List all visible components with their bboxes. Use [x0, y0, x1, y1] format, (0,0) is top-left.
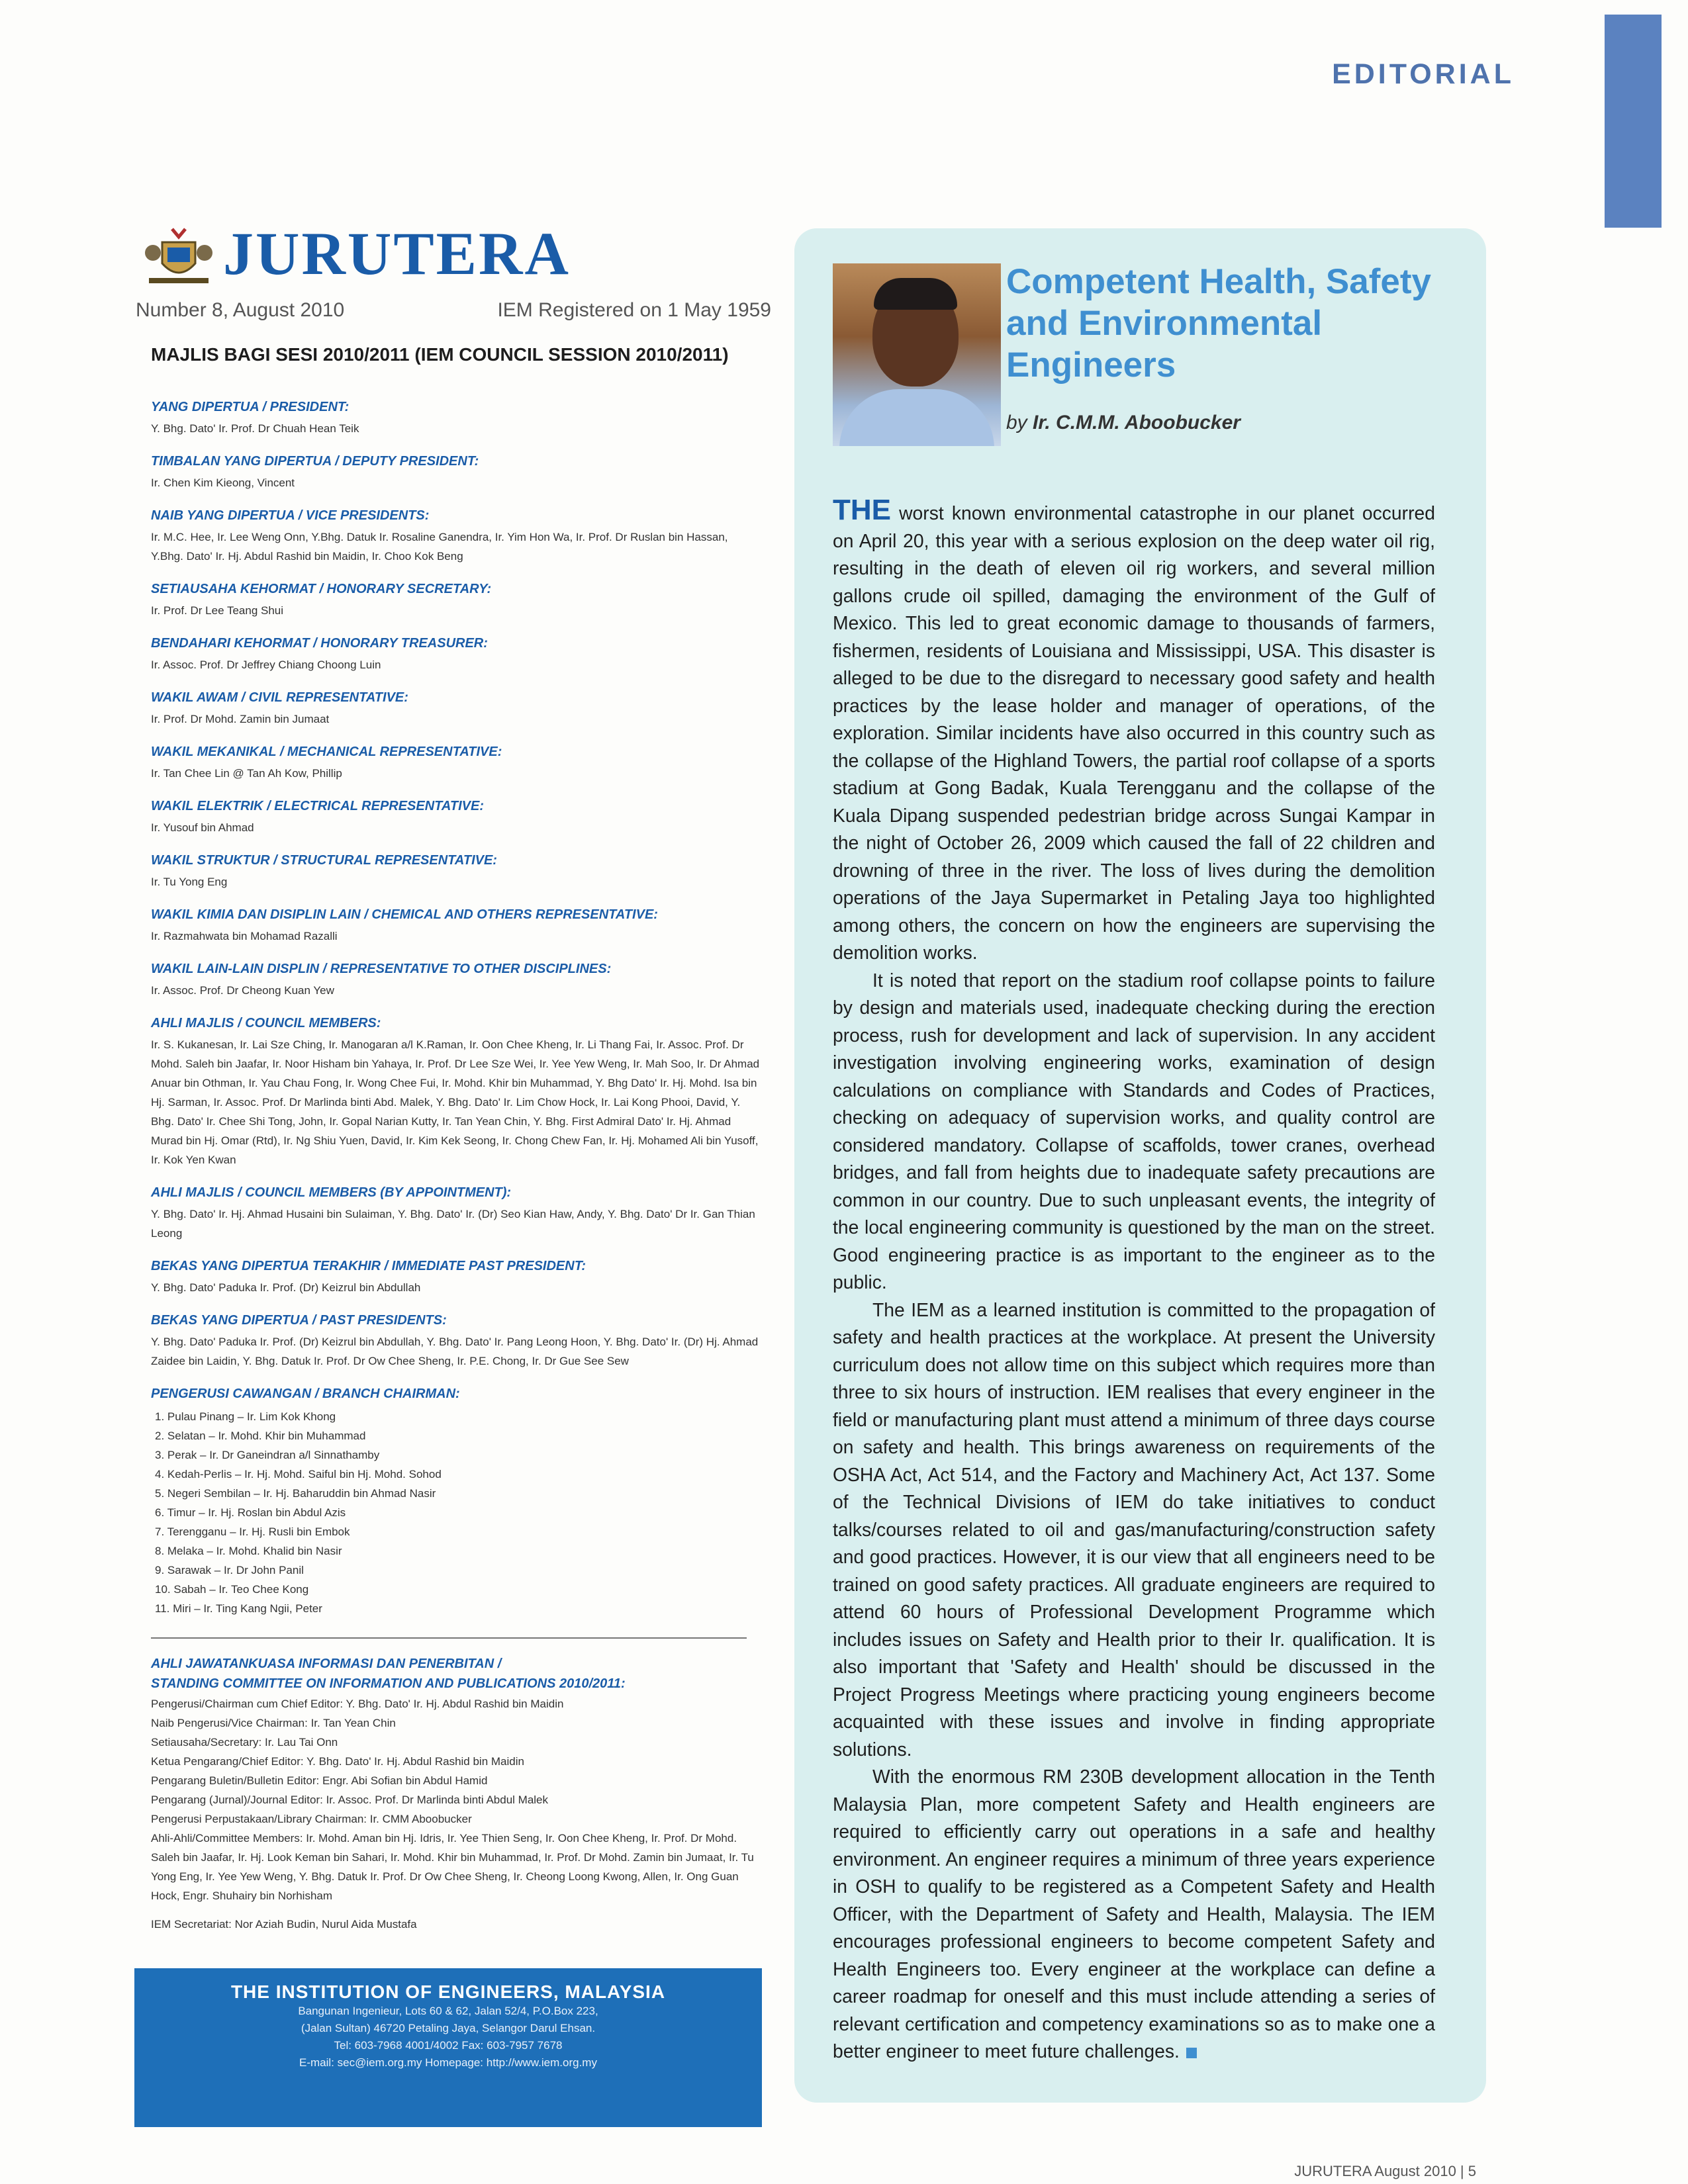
council-role: [151, 1313, 760, 1371]
issue-number: Number 8, August 2010: [136, 299, 345, 321]
role-names: Ir. Razmahwata bin Mohamad Razalli: [151, 930, 338, 942]
committee-line: Ahli-Ahli/Committee Members: Ir. Mohd. Aman bin Hj. Idris, Ir. Yee Thien Seng, Ir. Oon Chee Kheng, Ir. Prof. Dr Mohd. Saleh bin Jaafar, Ir. Hj. Look Keman bin Sahari, Ir. Mohd. Khir bin Muhammad, Ir. Prof. Dr Mohd. Zamin bin Jumaat, Ir. Tu Yong Eng, Ir. Yee Yew Weng, Y. Bhg. Datuk Ir. Prof. Dr Ow Chee Sheng, Ir. Cheong Loong Kwong, Allen, Ir. Ong Guan Hock, Engr. Shuhairy bin Norhisham: [151, 1832, 754, 1902]
committee-line: Naib Pengerusi/Vice Chairman: Ir. Tan Yean Chin: [151, 1717, 396, 1729]
folio: JURUTERA August 2010 | 5: [1294, 2163, 1476, 2179]
section-tab-strip: [1605, 15, 1662, 228]
branch-list: [151, 1407, 760, 1618]
role-title: WAKIL ELEKTRIK / ELECTRICAL REPRESENTATIVE:: [151, 799, 484, 813]
role-title: AHLI MAJLIS / COUNCIL MEMBERS:: [151, 1016, 381, 1030]
role-names: Ir. M.C. Hee, Ir. Lee Weng Onn, Y.Bhg. Datuk Ir. Rosaline Ganendra, Ir. Yim Hon Wa, Ir. Prof. Dr Ruslan bin Hassan, Y.Bhg. Dato' Ir. Hj. Abdul Rashid bin Maidin, Ir. Choo Kok Beng: [151, 531, 728, 563]
publications-committee: [151, 1655, 760, 1934]
role-names: Y. Bhg. Dato' Ir. Prof. Dr Chuah Hean Teik: [151, 422, 359, 435]
role-names: Y. Bhg. Dato' Paduka Ir. Prof. (Dr) Keizrul bin Abdullah, Y. Bhg. Dato' Ir. Pang Leong Hoon, Y. Bhg. Dato' Ir. (Dr) Hj. Ahmad Zaidee bin Laidin, Y. Bhg. Datuk Ir. Prof. Dr Ow Chee Sheng, Ir. P.E. Chong, Ir. Dr Gue See Sew: [151, 1336, 759, 1367]
role-names: Y. Bhg. Dato' Paduka Ir. Prof. (Dr) Keizrul bin Abdullah: [151, 1281, 421, 1294]
magazine-title: JURUTERA: [223, 220, 571, 287]
address-line: Bangunan Ingenieur, Lots 60 & 62, Jalan 52/4, P.O.Box 223,: [298, 2005, 598, 2017]
registration-date: IEM Registered on 1 May 1959: [497, 299, 771, 321]
role-title: NAIB YANG DIPERTUA / VICE PRESIDENTS:: [151, 508, 430, 523]
council-role: [151, 508, 760, 566]
council-heading: MAJLIS BAGI SESI 2010/2011 (IEM COUNCIL SESSION 2010/2011): [151, 344, 729, 365]
iem-crest-icon: [142, 222, 215, 286]
committee-title-2: STANDING COMMITTEE ON INFORMATION AND PUBLICATIONS 2010/2011:: [151, 1676, 626, 1691]
council-role: [151, 907, 760, 946]
paragraph: [833, 1763, 1435, 2066]
role-names: Ir. Yusouf bin Ahmad: [151, 821, 254, 834]
role-names: Ir. Assoc. Prof. Dr Jeffrey Chiang Choong Luin: [151, 659, 381, 671]
paragraph-text: worst known environmental catastrophe in our planet occurred on April 20, this year with a serious explosion on the deep water oil rig, resulting in the death of eleven oil rig workers, and several million gallons crude oil spilled, damaging the environment of the Gulf of Mexico. This led to great economic damage to thousands of farmers, fishermen, residents of Louisiana and Mississippi, USA. This disaster is alleged to be due to the disregard to necessary good safety and health practices by the lease holder and manager of operations, of the exploration. Similar incidents have also occurred in this country such as the collapse of the Highland Towers, the partial roof collapse of a sports stadium at Gong Badak, Kuala Terengganu and the collapse of the Kuala Dipang suspended pedestrian bridge across Sungai Kampar in the night of October 26, 2009 which caused the fall of 22 children and drowning of three in the river. The loss of lives during the demolition operations of the Jaya Supermarket in Petaling Jaya too highlighted among others, the concern on how the engineers are supervising the demolition works.: [833, 502, 1435, 963]
role-names: Ir. Chen Kim Kieong, Vincent: [151, 477, 295, 489]
council-role: [151, 454, 760, 492]
role-names: Ir. Tu Yong Eng: [151, 876, 228, 888]
council-role: [151, 1185, 760, 1243]
role-title: TIMBALAN YANG DIPERTUA / DEPUTY PRESIDENT:: [151, 454, 479, 469]
role-names: Y. Bhg. Dato' Ir. Hj. Ahmad Husaini bin Sulaiman, Y. Bhg. Dato' Ir. (Dr) Seo Kian Haw, Andy, Y. Bhg. Dato' Dr Ir. Gan Thian Leong: [151, 1208, 755, 1240]
role-names: Ir. Prof. Dr Mohd. Zamin bin Jumaat: [151, 713, 330, 725]
list-item: 1. Pulau Pinang – Ir. Lim Kok Khong: [155, 1410, 336, 1423]
council-role: [151, 853, 760, 891]
role-title: BEKAS YANG DIPERTUA TERAKHIR / IMMEDIATE PAST PRESIDENT:: [151, 1259, 586, 1273]
council-role: [151, 962, 760, 1000]
byline-prefix: by: [1006, 412, 1027, 433]
institution-name: THE INSTITUTION OF ENGINEERS, MALAYSIA: [230, 1981, 666, 2002]
council-list: [151, 400, 760, 1618]
committee-line: Setiausaha/Secretary: Ir. Lau Tai Onn: [151, 1736, 338, 1749]
role-title: WAKIL KIMIA DAN DISIPLIN LAIN / CHEMICAL AND OTHERS REPRESENTATIVE:: [151, 907, 658, 922]
author-name: Ir. C.M.M. Aboobucker: [1033, 412, 1241, 433]
role-names: Ir. S. Kukanesan, Ir. Lai Sze Ching, Ir. Manogaran a/l K.Raman, Ir. Oon Chee Kheng, Ir. Li Thang Fai, Ir. Assoc. Prof. Dr Mohd. Saleh bin Jaafar, Ir. Noor Hisham bin Yahaya, Ir. Prof. Dr Lee Sze Wei, Ir. Yee Yew Weng, Ir. Mah Soo, Ir. Dr Ahmad Anuar bin Othman, Ir. Yau Chau Fong, Ir. Wong Chee Fui, Ir. Mohd. Khir bin Muhammad, Y. Bhg Dato' Ir. Hj. Mohd. Isa bin Hj. Sarman, Ir. Assoc. Prof. Dr Marlinda binti Abd. Malek, Y. Bhg. Dato' Ir. Lim Chow Hock, Ir. Lai Kong Phooi, David, Y. Bhg. Dato' Ir. Chee Shi Tong, John, Ir. Gopal Narian Kutty, Ir. Tan Yean Chin, Y. Bhg. First Admiral Dato' Ir. Hj. Ahmad Murad bin Hj. Omar (Rtd), Ir. Ng Shiu Yuen, David, Ir. Kim Kek Seong, Ir. Chong Chew Fan, Ir. Hj. Mohamed Ali bin Yusoff, Ir. Kok Yen Kwan: [151, 1038, 760, 1166]
list-item: 5. Negeri Sembilan – Ir. Hj. Baharuddin bin Ahmad Nasir: [155, 1487, 436, 1500]
article-headline: Competent Health, Safety and Environmental Engineers: [1006, 262, 1432, 385]
divider: [151, 1637, 747, 1639]
branch-title: PENGERUSI CAWANGAN / BRANCH CHAIRMAN:: [151, 1387, 460, 1401]
council-role: [151, 690, 760, 729]
role-title: BEKAS YANG DIPERTUA / PAST PRESIDENTS:: [151, 1313, 447, 1328]
paragraph: [833, 496, 1435, 967]
committee-line: Pengerusi/Chairman cum Chief Editor: Y. Bhg. Dato' Ir. Hj. Abdul Rashid bin Maidin: [151, 1698, 564, 1710]
paragraph: It is noted that report on the stadium roof collapse points to failure by design and materials used, inadequate checking during the erection process, rush for development and lack of supervision. In any accident investigation involving engineering works, examination of design calculations on compliance with Standards and Codes of Practices, checking on adequacy of supervision works, and quality control are considered mandatory. Collapse of scaffolds, tower cranes, overhead bridges, and fall from heights due to inadequate safety precautions are common in our country. Due to such unpleasant events, the integrity of the local engineering community is questioned by the man on the street. Good engineering practice is as important to the engineer as to the public.: [833, 969, 1435, 1293]
role-title: AHLI MAJLIS / COUNCIL MEMBERS (BY APPOINTMENT):: [151, 1185, 512, 1200]
paragraph-text: With the enormous RM 230B development allocation in the Tenth Malaysia Plan, more competent Safety and Health engineers are required to efficiently carry out operations in a safe and healthy environment. An engineer requires a minimum of three years experience in OSH to qualify to be registered as a Competent Safety and Health Officer, with the Department of Safety and Health, Malaysia. The IEM encourages professional engineers to become competent Safety and Health Engineers too. Every engineer at the workplace can define a career roadmap for oneself and this must include attending a series of relevant certification and competency examinations so as to make one a better engineer to meet future challenges.: [833, 1766, 1435, 2062]
role-title: YANG DIPERTUA / PRESIDENT:: [151, 400, 350, 414]
role-title: WAKIL AWAM / CIVIL REPRESENTATIVE:: [151, 690, 408, 705]
list-item: 7. Terengganu – Ir. Hj. Rusli bin Embok: [155, 1525, 350, 1538]
paragraph: The IEM as a learned institution is committed to the propagation of safety and health practices at the workplace. At present the University curriculum does not allow time on this subject which requires more than three to six hours of instruction. IEM realises that every engineer in the field or manufacturing plant must attend a minimum of three days course on safety and health. This brings awareness on requirements of the OSHA Act, Act 514, and the Factory and Machinery Act, Act 137. Some of the Technical Divisions of IEM do take initiatives to conduct talks/courses related to oil and gas/manufacturing/construction safety and good practices. However, it is our view that all engineers need to be trained on good safety practices. All graduate engineers are required to attend 60 hours of Professional Development Programme which includes issues on Safety and Health prior to their Ir. qualification. It is also important that 'Safety and Health' should be discussed in the Project Progress Meetings where practicing young engineers become acquainted with these issues and involve in finding appropriate solutions.: [833, 1298, 1435, 1760]
list-item: 2. Selatan – Ir. Mohd. Khir bin Muhammad: [155, 1430, 366, 1442]
drop-word: THE: [833, 494, 891, 526]
council-role: [151, 582, 760, 620]
issue-line: [136, 299, 771, 322]
list-item: 3. Perak – Ir. Dr Ganeindran a/l Sinnathamby: [155, 1449, 380, 1461]
council-role: [151, 636, 760, 674]
phone-line: Tel: 603-7968 4001/4002 Fax: 603-7957 7678: [334, 2039, 563, 2052]
list-item: 8. Melaka – Ir. Mohd. Khalid bin Nasir: [155, 1545, 342, 1557]
council-role: [151, 1016, 760, 1169]
council-role: [151, 745, 760, 783]
council-role: [151, 799, 760, 837]
committee-line: Pengarang Buletin/Bulletin Editor: Engr. Abi Sofian bin Abdul Hamid: [151, 1774, 488, 1787]
role-title: SETIAUSAHA KEHORMAT / HONORARY SECRETARY:: [151, 582, 492, 596]
role-names: Ir. Prof. Dr Lee Teang Shui: [151, 604, 284, 617]
byline: [1006, 412, 1241, 434]
list-item: 6. Timur – Ir. Hj. Roslan bin Abdul Azis: [155, 1506, 346, 1519]
role-title: BENDAHARI KEHORMAT / HONORARY TREASURER:: [151, 636, 488, 651]
section-label: EDITORIAL: [1332, 58, 1515, 90]
committee-title-1: AHLI JAWATANKUASA INFORMASI DAN PENERBITAN /: [151, 1657, 502, 1671]
role-names: Ir. Assoc. Prof. Dr Cheong Kuan Yew: [151, 984, 334, 997]
committee-line: Pengerusi Perpustakaan/Library Chairman: Ir. CMM Aboobucker: [151, 1813, 472, 1825]
committee-line: Ketua Pengarang/Chief Editor: Y. Bhg. Dato' Ir. Hj. Abdul Rashid bin Maidin: [151, 1755, 524, 1768]
role-names: Ir. Tan Chee Lin @ Tan Ah Kow, Phillip: [151, 767, 342, 780]
author-photo: [833, 263, 1001, 446]
photo-hair: [874, 278, 957, 310]
committee-line: Pengarang (Jurnal)/Journal Editor: Ir. Assoc. Prof. Dr Marlinda binti Abdul Malek: [151, 1794, 549, 1806]
end-mark-icon: [1186, 2048, 1197, 2058]
list-item: 9. Sarawak – Ir. Dr John Panil: [155, 1564, 304, 1576]
role-title: WAKIL STRUKTUR / STRUCTURAL REPRESENTATIVE:: [151, 853, 497, 868]
secretariat: IEM Secretariat: Nor Aziah Budin, Nurul Aida Mustafa: [151, 1918, 417, 1931]
role-title: WAKIL MEKANIKAL / MECHANICAL REPRESENTATIVE:: [151, 745, 502, 759]
web-line: E-mail: sec@iem.org.my Homepage: http://www.iem.org.my: [299, 2056, 597, 2069]
role-title: WAKIL LAIN-LAIN DISPLIN / REPRESENTATIVE TO OTHER DISCIPLINES:: [151, 962, 612, 976]
council-role: [151, 1259, 760, 1297]
council-role: [151, 400, 760, 438]
article-body: [833, 496, 1435, 2066]
list-item: 4. Kedah-Perlis – Ir. Hj. Mohd. Saiful bin Hj. Mohd. Sohod: [155, 1468, 442, 1480]
photo-shirt: [839, 389, 994, 446]
list-item: 11. Miri – Ir. Ting Kang Ngii, Peter: [155, 1602, 322, 1615]
iem-contact-box: [134, 1968, 762, 2127]
list-item: 10. Sabah – Ir. Teo Chee Kong: [155, 1583, 309, 1596]
address-line: (Jalan Sultan) 46720 Petaling Jaya, Selangor Darul Ehsan.: [301, 2022, 596, 2034]
